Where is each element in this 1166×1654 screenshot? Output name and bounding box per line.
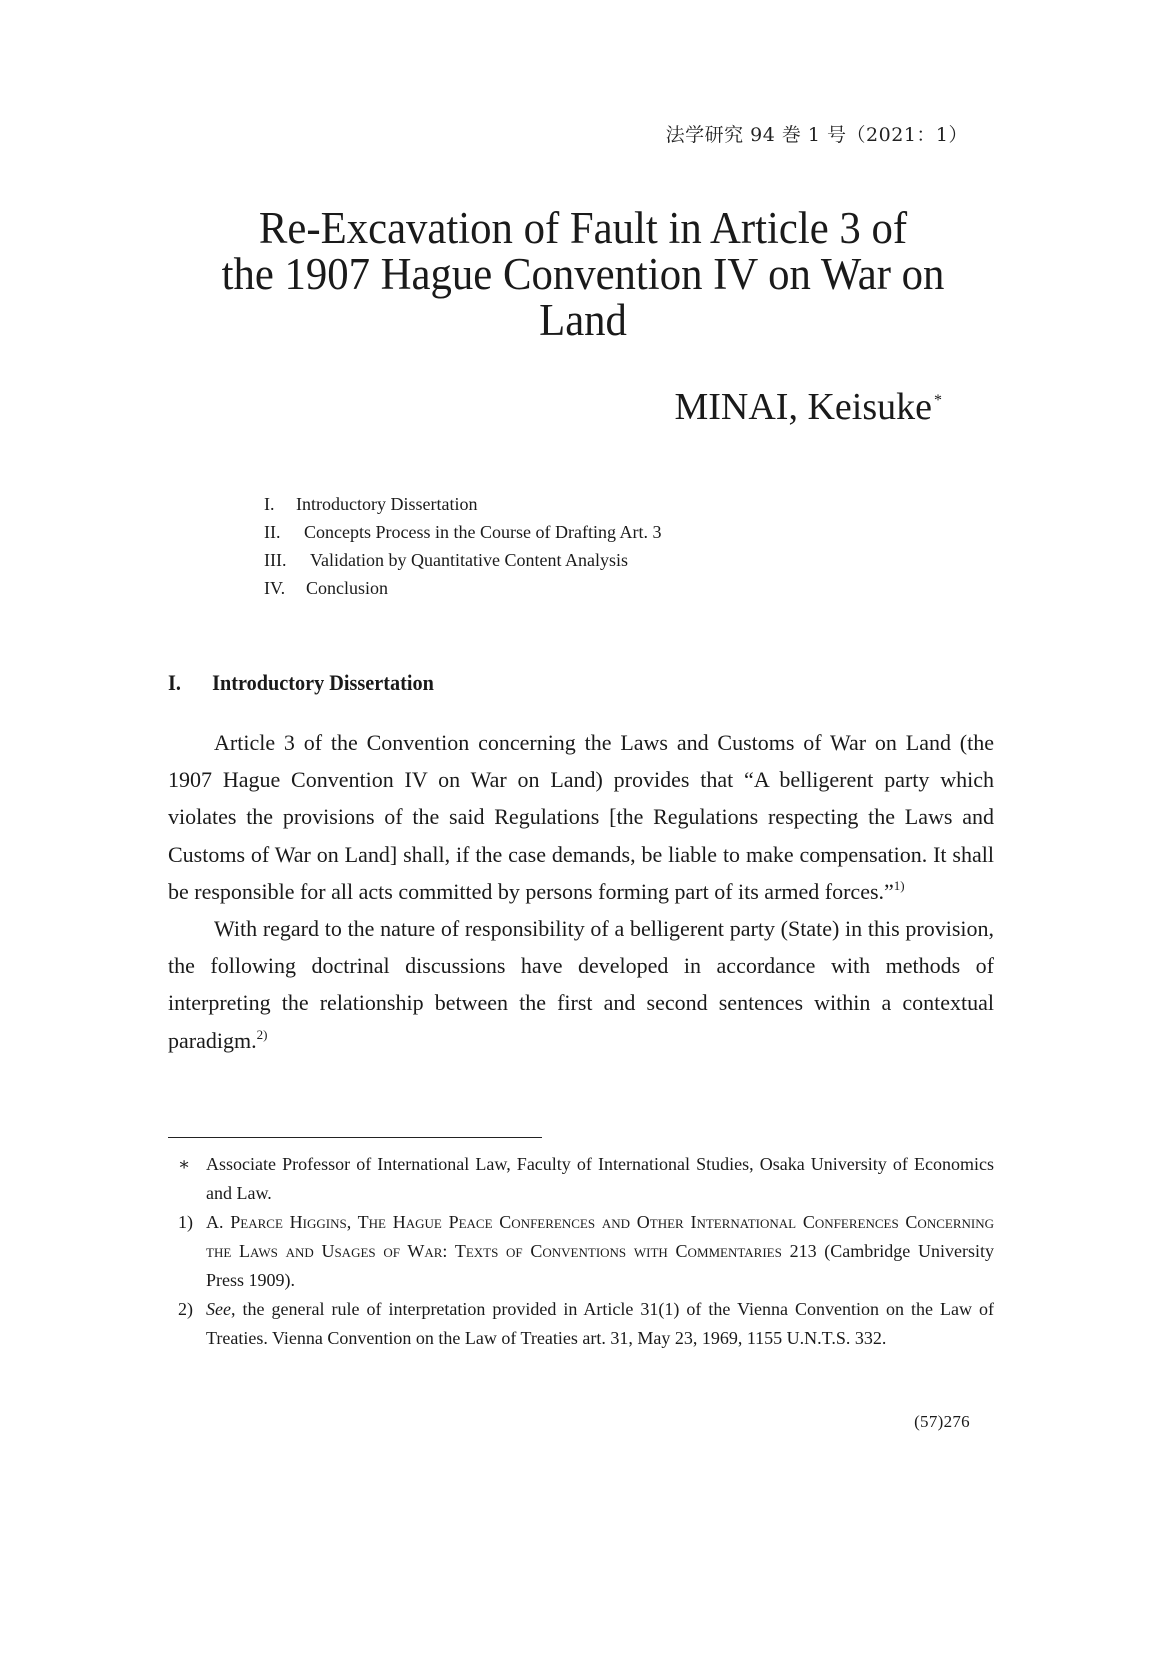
footnote-divider [168, 1137, 542, 1138]
body-text [168, 724, 994, 1059]
toc-item-number: III. [264, 550, 287, 570]
toc-item-label: Introductory Dissertation [296, 494, 478, 514]
footnote-text: , the general rule of interpretation provided in Article 31(1) of the Vienna Convention on the Law of Treaties. Vienna Convention on the Law of Treaties art. 31, May 23, 1969, 1155 U.N.T.S. 332. [206, 1299, 994, 1348]
toc-item-number: I. [264, 494, 275, 514]
section-title: Introductory Dissertation [212, 670, 434, 695]
paragraph-text: Article 3 of the Convention concerning the Laws and Customs of War on Land (the 1907 Hague Convention IV on War on Land) provides that “A belligerent party which violates the provisions of the said Regulations [the Regulations respecting the Laws and Customs of War on Land] shall, if the case demands, be liable to make compensation. It shall be responsible for all acts committed by persons forming part of its armed forces.” [168, 730, 994, 904]
footnote-mark: ∗ [178, 1154, 191, 1174]
toc-item[interactable] [264, 546, 661, 574]
table-of-contents [264, 490, 661, 602]
footnote-author [178, 1150, 994, 1208]
toc-item-label: Validation by Quantitative Content Analysis [310, 550, 628, 570]
footnote-1 [178, 1208, 994, 1295]
toc-item[interactable] [264, 490, 661, 518]
paragraph-text: With regard to the nature of responsibility of a belligerent party (State) in this provision, the following doctrinal discussions have developed in accordance with methods of interpreting the relationship between the first and second sentences within a contextual paradigm. [168, 916, 994, 1053]
toc-item[interactable] [264, 574, 661, 602]
section-heading [168, 670, 434, 696]
footnote-mark: 2) [178, 1299, 193, 1319]
toc-item-label: Conclusion [306, 578, 389, 598]
footnote-text: 213 (Cambridge University Press 1909). [206, 1241, 995, 1290]
footnotes [178, 1150, 994, 1353]
title-line-3: Land [539, 295, 627, 345]
title-line-2: the 1907 Hague Convention IV on War on [221, 249, 945, 299]
title-line-1: Re-Excavation of Fault in Article 3 of [258, 203, 908, 253]
footnote-ref[interactable]: 2) [256, 1026, 268, 1042]
footnote-2 [178, 1295, 994, 1353]
footnote-signal: See [206, 1299, 231, 1319]
footnote-citation-smallcaps: A. Pearce Higgins, The Hague Peace Conferences and Other International Conferences Concerning the Laws and Usages of War: Texts of Conventions with Commentaries [206, 1212, 994, 1261]
paragraph [168, 724, 994, 910]
toc-item-number: IV. [264, 578, 286, 598]
article-title [172, 205, 995, 343]
section-number: I. [168, 670, 181, 695]
toc-item-label: Concepts Process in the Course of Drafting Art. 3 [304, 522, 662, 542]
toc-item-number: II. [264, 522, 281, 542]
footnote-text: Associate Professor of International Law, Faculty of International Studies, Osaka University of Economics and Law. [206, 1154, 994, 1203]
author-footnote-mark[interactable]: * [934, 392, 942, 409]
author-name [674, 385, 940, 429]
author-name-text: MINAI, Keisuke [674, 386, 932, 428]
journal-header: 法学研究 94 巻 1 号（2021：1） [665, 124, 968, 146]
toc-item[interactable] [264, 518, 661, 546]
footnote-ref[interactable]: 1) [893, 877, 905, 893]
paragraph [168, 910, 994, 1059]
page-number: (57)276 [914, 1412, 970, 1431]
footnote-mark: 1) [178, 1212, 193, 1232]
